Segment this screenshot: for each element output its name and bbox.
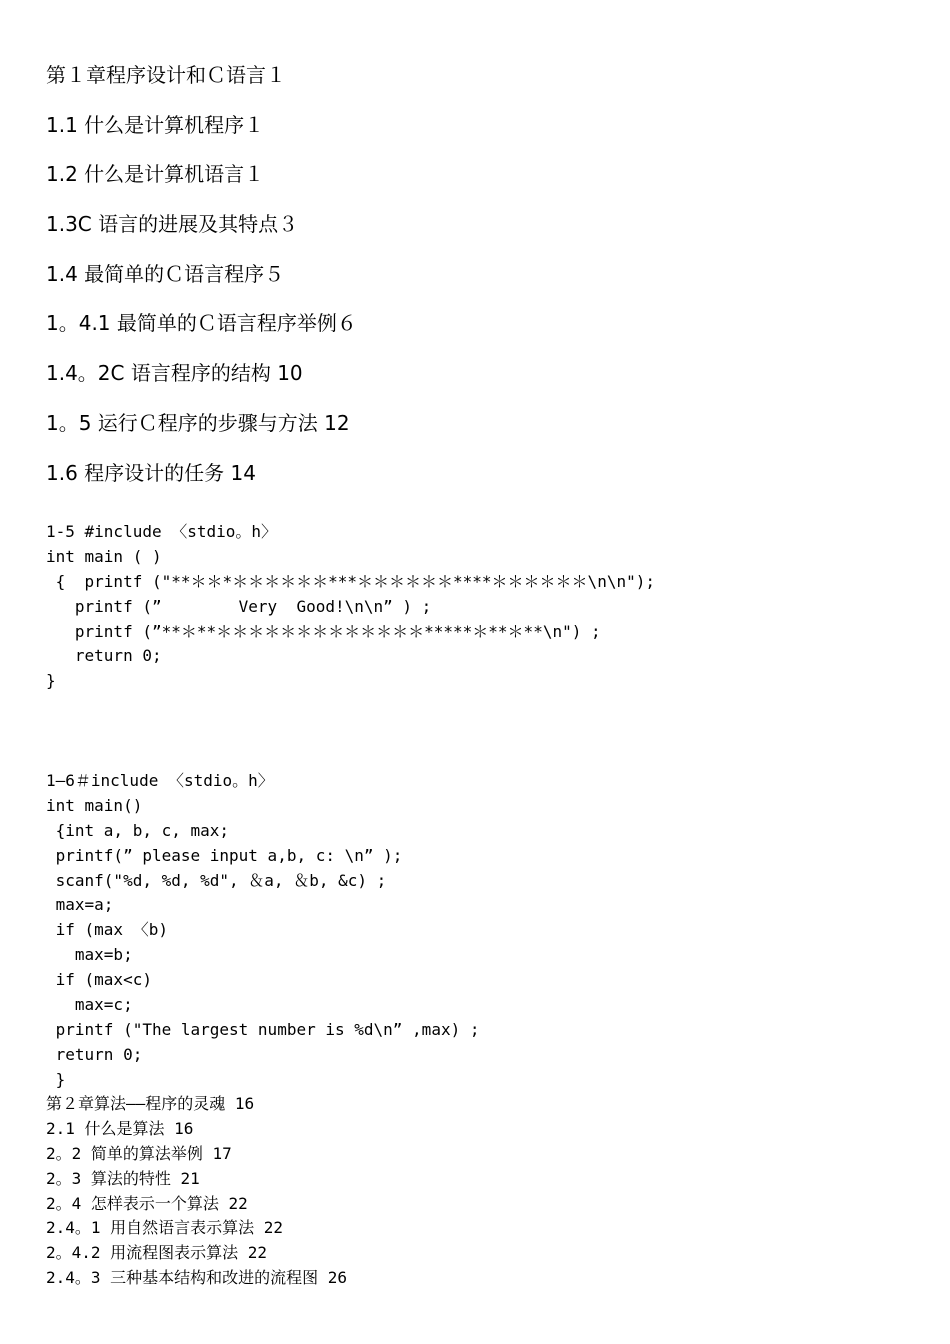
code-line: if (max<c) — [46, 970, 152, 990]
code-line: return 0; — [46, 1044, 143, 1064]
code-line: printf (” Very Good!\n\n” ) ; — [46, 596, 432, 616]
code-line: printf (”**＊**＊＊＊＊＊＊＊＊＊＊＊＊＊*****＊**＊**\n") ; — [46, 621, 601, 641]
toc-entry: 1.6 程序设计的任务 14 — [46, 460, 256, 485]
toc-entry: 2。3 算法的特性 21 — [46, 1168, 200, 1188]
code-listing-1-5 — [46, 520, 906, 694]
code-line: } — [46, 671, 56, 691]
toc-entry: 1.4。2C 语言程序的结构 10 — [46, 361, 303, 386]
toc-entry: 1.2 什么是计算机语言１ — [46, 162, 265, 187]
table-of-contents-chapter-2 — [46, 1092, 906, 1291]
toc-entry: 1.1 什么是计算机程序１ — [46, 112, 265, 137]
code-listing-1-6 — [46, 769, 906, 1093]
toc-entry: 1.4 最简单的Ｃ语言程序５ — [46, 261, 285, 286]
toc-entry: 第１章程序设计和Ｃ语言１ — [46, 63, 286, 87]
toc-entry: 2.4。3 三种基本结构和改进的流程图 26 — [46, 1268, 348, 1288]
toc-entry: 2.4。1 用自然语言表示算法 22 — [46, 1218, 284, 1238]
code-line: max=a; — [46, 895, 114, 915]
toc-entry: 2。2 简单的算法举例 17 — [46, 1143, 232, 1163]
toc-entry: 1。5 运行Ｃ程序的步骤与方法 12 — [46, 410, 350, 435]
code-line: int main ( ) — [46, 546, 162, 566]
toc-entry: 1。4.1 最简单的Ｃ语言程序举例６ — [46, 311, 357, 336]
code-line: max=b; — [46, 945, 133, 965]
toc-entry: 2。4 怎样表示一个算法 22 — [46, 1193, 248, 1213]
code-line: max=c; — [46, 995, 133, 1015]
code-line: {int a, b, c, max; — [46, 820, 230, 840]
code-line: } — [46, 1069, 66, 1089]
toc-entry: 第２章算法——程序的灵魂 16 — [46, 1094, 255, 1113]
toc-entry: 1.3C 语言的进展及其特点３ — [46, 212, 299, 237]
code-line: printf(” please input a,b, c: \n” ); — [46, 845, 403, 865]
table-of-contents-chapter-1 — [46, 60, 906, 507]
code-line: scanf("%d, %d, %d", ＆a, ＆b, &c) ; — [46, 870, 387, 890]
code-line: 1-5 #include 〈stdio。h〉 — [46, 522, 278, 541]
code-line: { printf ("**＊＊*＊＊＊＊＊＊***＊＊＊＊＊＊****＊＊＊＊＊＊\n\n"); — [46, 571, 655, 591]
code-line: printf ("The largest number is %d\n” ,max) ; — [46, 1019, 480, 1039]
code-line: if (max 〈b) — [46, 920, 168, 940]
toc-entry: 2。4.2 用流程图表示算法 22 — [46, 1243, 268, 1263]
code-line: return 0; — [46, 646, 162, 666]
code-line: int main() — [46, 795, 143, 815]
toc-entry: 2.1 什么是算法 16 — [46, 1118, 194, 1138]
code-line: 1—6＃include 〈stdio。h〉 — [46, 771, 274, 790]
